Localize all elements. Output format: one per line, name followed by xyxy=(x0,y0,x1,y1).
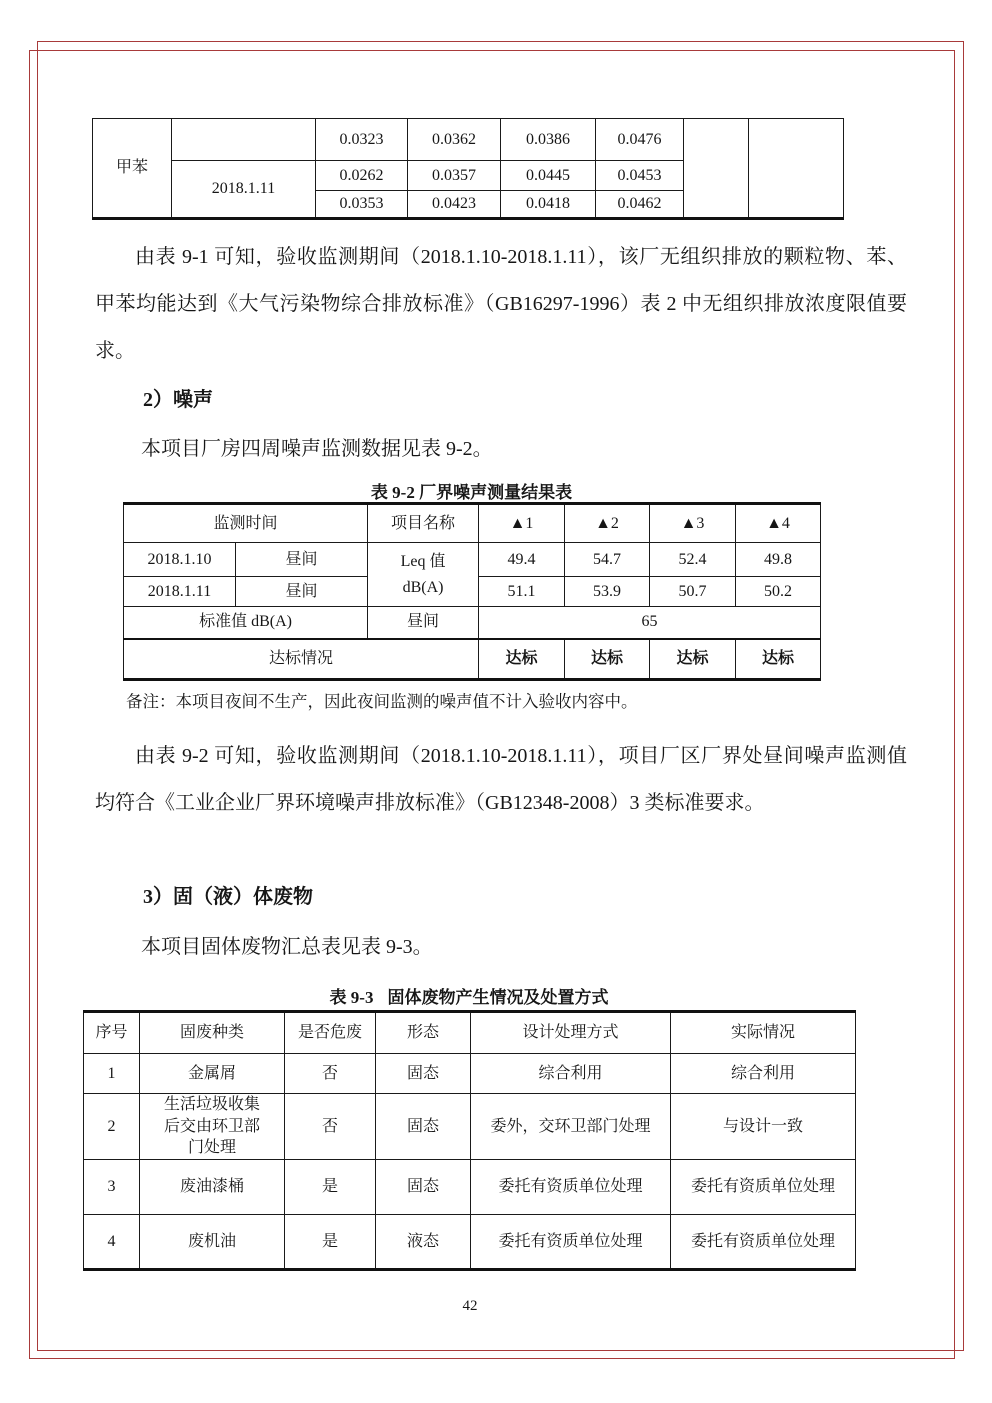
header-item-name: 项目名称 xyxy=(368,504,479,543)
standard-label-cell: 标准值 dB(A) xyxy=(124,607,368,639)
header-design-disposal: 设计处理方式 xyxy=(471,1012,671,1054)
actual-situation-cell: 综合利用 xyxy=(671,1054,856,1094)
date-cell: 2018.1.10 xyxy=(124,543,236,577)
table-header-row xyxy=(84,1012,856,1054)
hazardous-cell: 否 xyxy=(285,1054,376,1094)
value-cell: 0.0357 xyxy=(408,161,501,191)
table-row xyxy=(84,1054,856,1094)
standard-period-cell: 昼间 xyxy=(368,607,479,639)
empty-cell xyxy=(684,119,749,219)
table-row xyxy=(84,1215,856,1270)
solid-waste-intro-text: 本项目固体废物汇总表见表 9-3。 xyxy=(141,936,433,958)
noise-table-note: 备注：本项目夜间不生产，因此夜间监测的噪声值不计入验收内容中。 xyxy=(126,692,638,711)
page-number: 42 xyxy=(462,1298,478,1314)
noise-value-cell: 50.2 xyxy=(736,577,821,607)
attainment-cell: 达标 xyxy=(479,639,565,680)
noise-value-cell: 53.9 xyxy=(565,577,650,607)
form-cell: 固态 xyxy=(376,1160,471,1215)
table-9-3-caption-title: 固体废物产生情况及处置方式 xyxy=(387,988,609,1007)
value-cell: 0.0423 xyxy=(408,191,501,219)
value-cell: 0.0476 xyxy=(596,119,684,161)
value-cell: 0.0353 xyxy=(316,191,408,219)
value-cell: 0.0462 xyxy=(596,191,684,219)
solid-waste-table xyxy=(83,1010,856,1271)
value-cell: 0.0445 xyxy=(501,161,596,191)
header-point-3: ▲3 xyxy=(650,504,736,543)
serial-cell: 1 xyxy=(84,1054,140,1094)
noise-value-cell: 54.7 xyxy=(565,543,650,577)
hazardous-cell: 是 xyxy=(285,1160,376,1215)
header-hazardous: 是否危废 xyxy=(285,1012,376,1054)
header-monitor-time: 监测时间 xyxy=(124,504,368,543)
date-cell: 2018.1.11 xyxy=(124,577,236,607)
leq-label-line1: Leq 值 xyxy=(400,552,446,570)
waste-type-cell: 生活垃圾收集后交由环卫部门处理 xyxy=(140,1094,285,1160)
form-cell: 固态 xyxy=(376,1054,471,1094)
value-cell: 0.0262 xyxy=(316,161,408,191)
serial-cell: 4 xyxy=(84,1215,140,1270)
heading-solid-waste-section: 3）固（液）体废物 xyxy=(143,886,313,908)
period-cell: 昼间 xyxy=(236,543,368,577)
header-serial: 序号 xyxy=(84,1012,140,1054)
date-cell: 2018.1.11 xyxy=(172,161,316,219)
noise-value-cell: 51.1 xyxy=(479,577,565,607)
design-disposal-cell: 委托有资质单位处理 xyxy=(471,1215,671,1270)
form-cell: 液态 xyxy=(376,1215,471,1270)
noise-value-cell: 52.4 xyxy=(650,543,736,577)
actual-situation-cell: 委托有资质单位处理 xyxy=(671,1160,856,1215)
date-cell-empty xyxy=(172,119,316,161)
table-9-2-caption: 表 9-2 厂界噪声测量结果表 xyxy=(370,483,573,502)
hazardous-cell: 是 xyxy=(285,1215,376,1270)
header-actual-situation: 实际情况 xyxy=(671,1012,856,1054)
actual-situation-cell: 委托有资质单位处理 xyxy=(671,1215,856,1270)
noise-intro-text: 本项目厂房四周噪声监测数据见表 9-2。 xyxy=(141,438,493,460)
actual-situation-cell: 与设计一致 xyxy=(671,1094,856,1160)
serial-cell: 2 xyxy=(84,1094,140,1160)
table-row xyxy=(84,1160,856,1215)
period-cell: 昼间 xyxy=(236,577,368,607)
waste-type-cell: 废油漆桶 xyxy=(140,1160,285,1215)
header-point-2: ▲2 xyxy=(565,504,650,543)
table-9-3-caption xyxy=(83,983,855,1008)
attainment-cell: 达标 xyxy=(736,639,821,680)
value-cell: 0.0362 xyxy=(408,119,501,161)
value-cell: 0.0418 xyxy=(501,191,596,219)
noise-value-cell: 49.8 xyxy=(736,543,821,577)
design-disposal-cell: 综合利用 xyxy=(471,1054,671,1094)
table-row xyxy=(124,639,821,680)
heading-noise-section: 2）噪声 xyxy=(143,389,213,411)
waste-type-cell: 废机油 xyxy=(140,1215,285,1270)
leq-label-cell xyxy=(368,543,479,607)
header-waste-type: 固废种类 xyxy=(140,1012,285,1054)
noise-value-cell: 49.4 xyxy=(479,543,565,577)
noise-value-cell: 50.7 xyxy=(650,577,736,607)
header-point-4: ▲4 xyxy=(736,504,821,543)
table-row xyxy=(124,607,821,639)
form-cell: 固态 xyxy=(376,1094,471,1160)
attainment-cell: 达标 xyxy=(650,639,736,680)
noise-measurement-table xyxy=(123,502,821,681)
table-9-3-caption-number: 表 9-3 xyxy=(329,988,374,1007)
attainment-cell: 达标 xyxy=(565,639,650,680)
table-row xyxy=(93,119,844,161)
table-row xyxy=(84,1094,856,1160)
table-9-1-continuation xyxy=(92,118,844,220)
paragraph-air-conclusion: 由表 9-1 可知，验收监测期间（2018.1.10-2018.1.11），该厂无组织排放的颗粒物、苯、甲苯均能达到《大气污染物综合排放标准》（GB16297-1996）表 2 中无组织排放浓度限值要求。 xyxy=(95,246,907,362)
value-cell: 0.0323 xyxy=(316,119,408,161)
standard-value-cell: 65 xyxy=(479,607,821,639)
design-disposal-cell: 委外，交环卫部门处理 xyxy=(471,1094,671,1160)
table-header-row xyxy=(124,504,821,543)
value-cell: 0.0386 xyxy=(501,119,596,161)
waste-type-cell: 金属屑 xyxy=(140,1054,285,1094)
header-form: 形态 xyxy=(376,1012,471,1054)
table-row xyxy=(124,543,821,577)
attainment-label-cell: 达标情况 xyxy=(124,639,479,680)
design-disposal-cell: 委托有资质单位处理 xyxy=(471,1160,671,1215)
hazardous-cell: 否 xyxy=(285,1094,376,1160)
pollutant-name-cell: 甲苯 xyxy=(93,119,172,219)
header-point-1: ▲1 xyxy=(479,504,565,543)
value-cell: 0.0453 xyxy=(596,161,684,191)
serial-cell: 3 xyxy=(84,1160,140,1215)
empty-cell xyxy=(749,119,844,219)
paragraph-noise-conclusion: 由表 9-2 可知，验收监测期间（2018.1.10-2018.1.11），项目厂区厂界处昼间噪声监测值均符合《工业企业厂界环境噪声排放标准》（GB12348-2008）3 类标准要求。 xyxy=(95,745,907,814)
leq-label-line2: dB(A) xyxy=(402,578,444,596)
